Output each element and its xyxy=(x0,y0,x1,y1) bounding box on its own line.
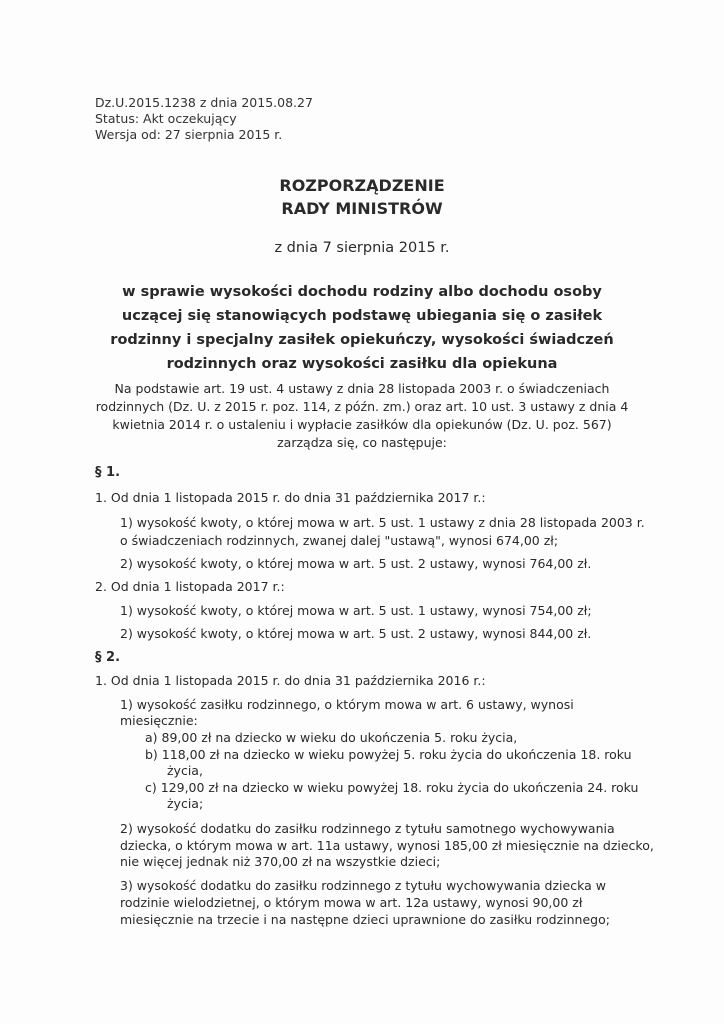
section-2-item-2: 2) wysokość dodatku do zasiłku rodzinnego z tytułu samotnego wychowywania xyxy=(120,821,615,836)
act-status: Status: Akt oczekujący xyxy=(95,111,237,126)
section-1-point-1-item-2: 2) wysokość kwoty, o której mowa w art. 5 ust. 2 ustawy, wynosi 764,00 zł. xyxy=(120,556,592,571)
document-date: z dnia 7 sierpnia 2015 r. xyxy=(274,240,450,256)
section-1-point-1: 1. Od dnia 1 listopada 2015 r. do dnia 31 października 2017 r.: xyxy=(95,490,486,505)
section-2-item-2-cont-2: nie więcej jednak niż 370,00 zł na wszystkie dzieci; xyxy=(120,854,441,869)
section-2-item-2-cont-1: dziecka, o którym mowa w art. 11a ustawy, wynosi 185,00 zł miesięcznie na dziecko, xyxy=(120,838,654,853)
section-2-heading: § 2. xyxy=(95,650,121,665)
section-1-point-2: 2. Od dnia 1 listopada 2017 r.: xyxy=(95,579,285,594)
section-2-item-3: 3) wysokość dodatku do zasiłku rodzinnego z tytułu wychowywania dziecka w xyxy=(120,878,606,893)
section-1-point-2-item-1: 1) wysokość kwoty, o której mowa w art. 5 ust. 1 ustawy, wynosi 754,00 zł; xyxy=(120,603,592,618)
legal-basis-preamble: Na podstawie art. 19 ust. 4 ustawy z dnia 28 listopada 2003 r. o świadczeniach rodzinnych (Dz. U. z 2015 r. poz. 114, z późn. zm.) oraz art. 10 ust. 3 ustawy z dnia 4 kwietnia 2014 r. o ustaleniu i wypłacie zasiłków dla opiekunów (Dz. U. poz. 567) zarządza się, co następuje: xyxy=(95,381,629,450)
document-title: ROZPORZĄDZENIE xyxy=(279,176,445,195)
section-2-item-1-c: c) 129,00 zł na dziecko w wieku powyżej 18. roku życia do ukończenia 24. roku xyxy=(145,780,639,795)
section-2-item-1: 1) wysokość zasiłku rodzinnego, o którym mowa w art. 6 ustawy, wynosi xyxy=(120,697,574,712)
version-date: Wersja od: 27 sierpnia 2015 r. xyxy=(95,127,283,142)
section-2-item-1-b-cont: życia, xyxy=(167,763,203,778)
section-2-item-1-c-cont: życia; xyxy=(167,796,204,811)
section-2-item-1-b: b) 118,00 zł na dziecko w wieku powyżej 5. roku życia do ukończenia 18. roku xyxy=(145,747,632,762)
section-2-item-3-cont-2: miesięcznie na trzecie i na następne dzieci uprawnione do zasiłku rodzinnego; xyxy=(120,912,610,927)
document-metadata xyxy=(95,95,313,143)
document-subject: w sprawie wysokości dochodu rodziny albo dochodu osoby uczącej się stanowiących podstawę ubiegania się o zasiłek rodzinny i specjalny zasiłek opiekuńczy, wysokości świadczeń rodzinnych oraz wysokości zasiłku dla opiekuna xyxy=(110,284,614,372)
section-1-heading: § 1. xyxy=(95,465,121,480)
section-1-point-1-item-1-cont: o świadczeniach rodzinnych, zwanej dalej "ustawą", wynosi 674,00 zł; xyxy=(120,533,559,548)
section-2-item-1-a: a) 89,00 zł na dziecko w wieku do ukończenia 5. roku życia, xyxy=(145,730,518,745)
document-issuer: RADY MINISTRÓW xyxy=(281,199,443,218)
section-2-item-1-cont: miesięcznie: xyxy=(120,713,198,728)
section-2-item-3-cont-1: rodzinie wielodzietnej, o którym mowa w art. 12a ustawy, wynosi 90,00 zł xyxy=(120,895,583,910)
section-2-point-1: 1. Od dnia 1 listopada 2015 r. do dnia 31 października 2016 r.: xyxy=(95,673,486,688)
journal-reference: Dz.U.2015.1238 z dnia 2015.08.27 xyxy=(95,95,313,110)
section-1-point-2-item-2: 2) wysokość kwoty, o której mowa w art. 5 ust. 2 ustawy, wynosi 844,00 zł. xyxy=(120,626,592,641)
section-1-point-1-item-1: 1) wysokość kwoty, o której mowa w art. 5 ust. 1 ustawy z dnia 28 listopada 2003 r. xyxy=(120,515,645,530)
